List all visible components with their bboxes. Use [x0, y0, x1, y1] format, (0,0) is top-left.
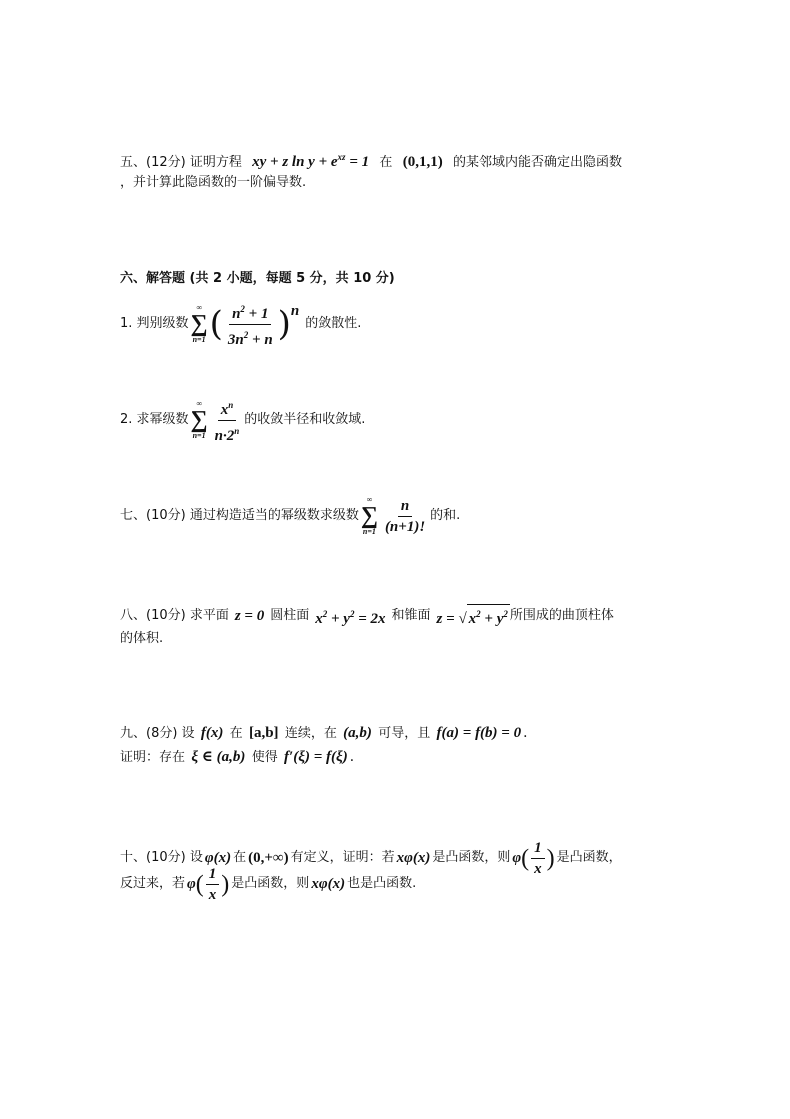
q6-item2-prefix: 2. 求幂级数 [120, 412, 189, 427]
q10-xphi: xφ(x) [396, 850, 431, 866]
q9-line1 [120, 724, 730, 743]
q5-mid: 在 [379, 155, 393, 170]
q7-line [120, 494, 730, 538]
q10-t1: 在 [233, 850, 247, 865]
q5-prefix: 五、(12分) 证明方程 [120, 155, 242, 170]
q10-t3: 是凸函数，则 [432, 850, 511, 865]
q8-prefix: 八、(10分) 求平面 [120, 608, 229, 623]
q7-prefix: 七、(10分) 通过构造适当的幂级数求级数 [120, 508, 359, 523]
q5-equation: xy + z $\ln y + e^{xz} = 1$ [252, 152, 370, 170]
q9-xi: ξ ∈ (a,b) [191, 749, 246, 765]
q10-phi-inverse: φ( $\frac{1}{x}$ ) [512, 839, 555, 877]
q9-cond: f(a) = f(b) = 0 [436, 725, 522, 741]
q8-line2: 的体积. [120, 631, 164, 646]
q10-line2-prefix: 反过来，若 [120, 876, 186, 891]
q6-item2 [120, 398, 730, 442]
q5-point: (0,1,1) [402, 154, 443, 170]
q10-line2 [120, 866, 730, 902]
q10-line2-mid: 是凸函数，则 [231, 876, 310, 891]
q9-prefix: 九、(8分) 设 [120, 726, 195, 741]
q9-end: . [523, 725, 528, 741]
sum-symbol-1: ∞ ∑ n=1 [190, 303, 208, 344]
q8-cylinder: $x^2 + y^2 = 2x$ [315, 608, 386, 627]
q9-line2-prefix: 证明：存在 [120, 750, 186, 765]
q5-suffix: 的某邻域内能否确定出隐函数 [453, 155, 623, 170]
q7-suffix: 的和. [430, 508, 461, 523]
q9-line2 [120, 748, 730, 767]
sum-symbol-2: ∞ ∑ n=1 [190, 399, 208, 440]
q6-heading: 六、解答题 (共 2 小题，每题 5 分，共 10 分) [120, 271, 395, 286]
q10-prefix: 十、(10分) 设 [120, 850, 203, 865]
q6-fraction-1: $\frac{n^2 + 1}{3n^2 + n}$ [225, 300, 276, 349]
right-paren: ) [277, 304, 291, 344]
q10-xphi-2: xφ(x) [311, 876, 346, 892]
q9-line2-mid: 使得 [251, 750, 278, 765]
q6-fraction-2: $\frac{x^n}{n\cdot 2^n}$ [212, 396, 243, 445]
left-paren: ( [209, 304, 223, 344]
q6-item1: 1. 判别级数 ∞ ∑ n=1 ( $\frac{n^2 + 1}{3n^2 + n}$ ) n 的敛散性. [120, 302, 730, 346]
q5-line2: ，并计算此隐函数的一阶偏导数. [120, 175, 307, 190]
q9-t2: 连续，在 [284, 726, 337, 741]
q8-mid1: 圆柱面 [270, 608, 310, 623]
q9-t3: 可导，且 [378, 726, 431, 741]
q6-item1-suffix: 的敛散性. [305, 316, 362, 331]
q7-fraction: $\frac{n}{(n+1)!}$ [384, 497, 426, 535]
sum-symbol-3: ∞ ∑ n=1 [360, 495, 378, 536]
q6-item2-suffix: 的收敛半径和收敛域. [244, 412, 366, 427]
q9-t1: 在 [229, 726, 243, 741]
q9-open: (a,b) [343, 725, 372, 741]
q9-line2-end: . [349, 749, 355, 765]
q8-cone: z = √ $x^2 + y^2$ [437, 604, 510, 628]
q10-t2: 有定义，证明：若 [290, 850, 395, 865]
q9-f: f(x) [200, 725, 224, 741]
q10-phi-inverse-2: φ( $\frac{1}{x}$ ) [187, 865, 230, 903]
q8-line1 [120, 604, 730, 628]
q9-interval: [a,b] [248, 725, 279, 741]
q9-claim: f′(ξ) = f(ξ) [284, 749, 348, 765]
q10-t4: 是凸函数， [556, 850, 622, 865]
q8-mid2: 和锥面 [391, 608, 431, 623]
q10-domain: (0,+∞) [248, 850, 289, 866]
q8-suffix: 所围成的曲顶柱体 [509, 608, 614, 623]
q10-line2-end: 也是凸函数. [347, 876, 417, 891]
q5-line1 [120, 148, 730, 172]
q6-item1-prefix: 1. 判别级数 [120, 316, 189, 331]
q10-phi: φ(x) [204, 850, 232, 866]
q8-plane: z = 0 [234, 608, 265, 624]
